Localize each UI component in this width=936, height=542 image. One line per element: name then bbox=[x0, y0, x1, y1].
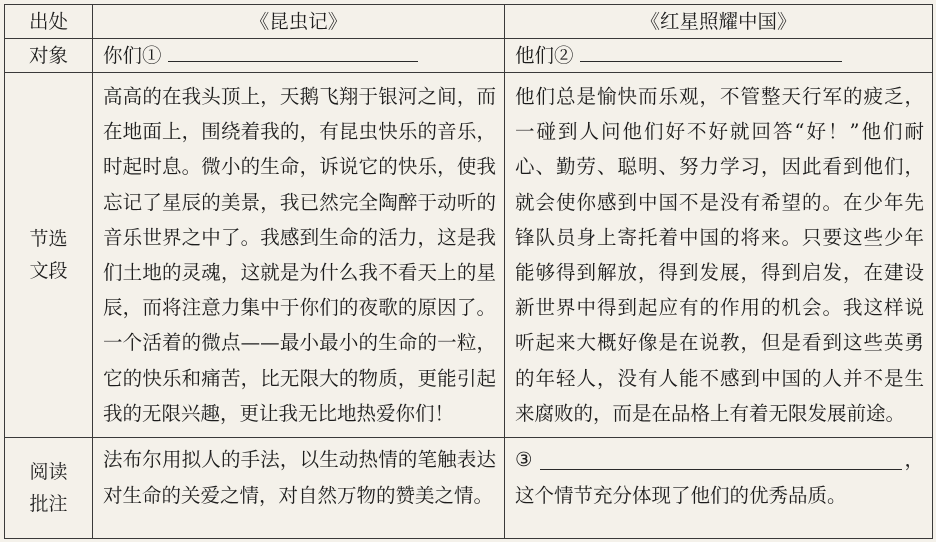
left-note-cell bbox=[93, 438, 505, 539]
left-source-title: 《昆虫记》 bbox=[93, 5, 505, 39]
answer-blank-3[interactable] bbox=[540, 445, 902, 470]
excerpt-row bbox=[5, 73, 933, 438]
excerpt-label-line2: 文段 bbox=[29, 260, 68, 283]
right-object-cell bbox=[505, 39, 933, 73]
answer-blank-1[interactable] bbox=[168, 39, 418, 62]
header-row bbox=[5, 5, 933, 39]
object-row bbox=[5, 39, 933, 73]
left-object-text: 你们① bbox=[103, 44, 162, 67]
notes-row bbox=[5, 438, 933, 539]
left-passage-text: 高高的在我头顶上，天鹅飞翔于银河之间，而在地面上，围绕着我的，有昆虫快乐的音乐，时起时息。微小的生命，诉说它的快乐，使我忘记了星辰的美景，我已然完全陶醉于动听的音乐世界之中了。我感到生命的活力，这是我们土地的灵魂，这就是为什么我不看天上的星辰，而将注意力集中于你们的夜歌的原因了。一个活着的微点——最小最小的生命的一粒，它的快乐和痛苦，比无限大的物质，更能引起我的无限兴趣，更让我无比地热爱你们！ bbox=[103, 85, 496, 425]
notes-label-cell bbox=[5, 438, 93, 539]
comparison-table bbox=[4, 4, 933, 539]
right-note-cell bbox=[505, 438, 933, 539]
left-object-cell bbox=[93, 39, 505, 73]
object-label: 对象 bbox=[5, 39, 93, 73]
answer-number-3: ③ bbox=[515, 448, 533, 472]
notes-label-line2: 批注 bbox=[29, 493, 68, 516]
excerpt-label-cell bbox=[5, 73, 93, 438]
notes-label-line1: 阅读 bbox=[29, 461, 68, 484]
excerpt-label-line1: 节选 bbox=[29, 228, 68, 251]
left-passage-cell bbox=[93, 73, 505, 438]
answer-blank-2[interactable] bbox=[580, 39, 842, 62]
answer-comma: ， bbox=[904, 448, 924, 472]
right-note-tail: 这个情节充分体现了他们的优秀品质。 bbox=[515, 484, 847, 508]
answer-line-3 bbox=[515, 442, 924, 478]
corner-cell: 出处 bbox=[5, 5, 93, 39]
right-passage-cell bbox=[505, 73, 933, 438]
right-source-title: 《红星照耀中国》 bbox=[505, 5, 933, 39]
left-note-text: 法布尔用拟人的手法，以生动热情的笔触表达对生命的关爱之情，对自然万物的赞美之情。 bbox=[103, 448, 496, 508]
right-passage-text: 他们总是愉快而乐观，不管整天行军的疲乏，一碰到人问他们好不好就回答“好！”他们耐心、勤劳、聪明、努力学习，因此看到他们，就会使你感到中国不是没有希望的。在少年先锋队员身上寄托着中国的将来。只要这些少年能够得到解放，得到发展，得到启发，在建设新世界中得到起应有的作用的机会。我这样说听起来大概好像是在说教，但是看到这些英勇的年轻人，没有人能不感到中国的人并不是生来腐败的，而是在品格上有着无限发展前途。 bbox=[515, 85, 924, 425]
right-object-text: 他们② bbox=[515, 44, 574, 67]
